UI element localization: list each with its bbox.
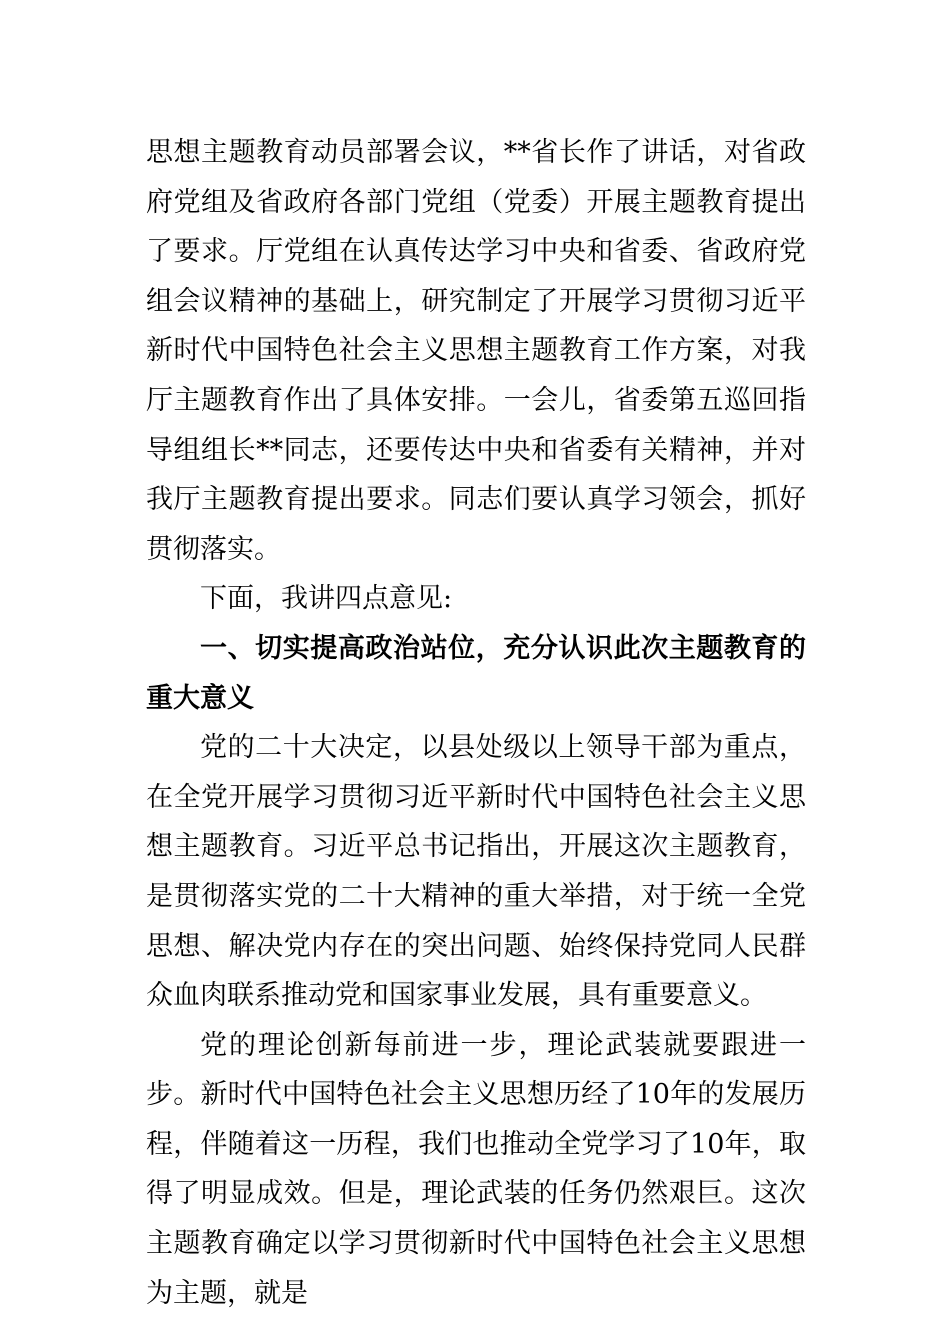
section-heading: 一、切实提高政治站位，充分认识此次主题教育的重大意义 <box>146 632 806 714</box>
body-paragraph: 下面，我讲四点意见: <box>200 583 453 615</box>
body-paragraph: 党的二十大决定，以县处级以上领导干部为重点，在全党开展学习贯彻习近平新时代中国特色社会主义思想主题教育。习近平总书记指出，开展这次主题教育，是贯彻落实党的二十大精神的重大举措，对于统一全党思想、解决党内存在的突出问题、始终保持党同人民群众血肉联系推动党和国家事业发展，具有重要意义。 <box>146 732 806 1012</box>
body-paragraph: 党的理论创新每前进一步，理论武装就要跟进一步。新时代中国特色社会主义思想历经了10年的发展历程，伴随着这一历程，我们也推动全党学习了10年，取得了明显成效。但是，理论武装的任务仍然艰巨。这次主题教育确定以学习贯彻新时代中国特色社会主义思想为主题，就是 <box>146 1029 806 1309</box>
document-page <box>146 128 806 1318</box>
body-paragraph: 思想主题教育动员部署会议，**省长作了讲话，对省政府党组及省政府各部门党组（党委）开展主题教育提出了要求。厅党组在认真传达学习中央和省委、省政府党组会议精神的基础上，研究制定了开展学习贯彻习近平新时代中国特色社会主义思想主题教育工作方案，对我厅主题教育作出了具体安排。一会儿，省委第五巡回指导组组长**同志，还要传达中央和省委有关精神，并对我厅主题教育提出要求。同志们要认真学习领会，抓好贯彻落实。 <box>146 137 806 565</box>
